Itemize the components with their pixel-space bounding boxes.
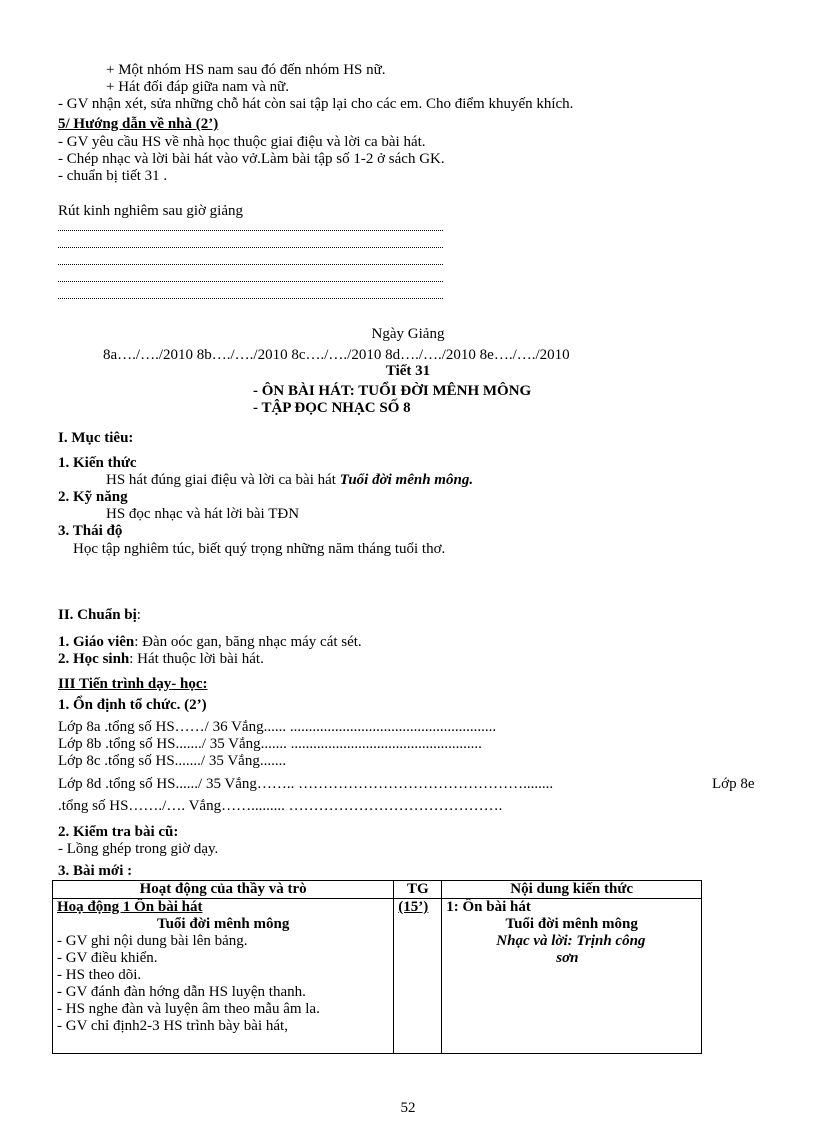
dotted-line: [58, 281, 443, 282]
content-author: Nhạc và lời: Trịnh công: [496, 933, 646, 949]
content-cell: [442, 899, 702, 1054]
activity-song: Tuổi đời mênh mông: [156, 916, 290, 932]
org-heading: 1. Ổn định tổ chức. (2’): [58, 697, 207, 713]
skills-heading: 2. Kỹ năng: [58, 489, 128, 505]
lesson-title: - ÔN BÀI HÁT: TUỔI ĐỜI MÊNH MÔNG: [253, 383, 532, 399]
preparation-colon: :: [136, 607, 141, 623]
section-heading-homework: [58, 116, 218, 133]
activity-line: - HS theo dõi.: [57, 967, 142, 983]
class-line: Lớp 8e: [712, 776, 755, 792]
table-header: TG: [394, 881, 442, 899]
attitude-heading: 3. Thái độ: [58, 523, 123, 539]
table-header: Nội dung kiến thức: [442, 881, 702, 899]
time-cell: [394, 899, 442, 1054]
activity-line: - GV chỉ định2-3 HS trình bày bài hát,: [57, 1018, 288, 1034]
activity-line: - GV ghi nội dung bài lên bảng.: [57, 933, 248, 949]
table-row: [53, 899, 702, 1054]
homework-item: - Chép nhạc và lời bài hát vào vở.Làm bài tập số 1-2 ở sách GK.: [58, 151, 445, 167]
attitude-text: Học tập nghiêm túc, biết quý trọng những năm tháng tuổi thơ.: [73, 541, 446, 557]
dotted-line: [58, 230, 443, 231]
dotted-line: [58, 298, 443, 299]
content-author: sơn: [556, 950, 579, 966]
knowledge-body: HS hát đúng giai điệu và lời ca bài hát: [106, 472, 340, 488]
skills-text: HS đọc nhạc và hát lời bài TĐN: [106, 506, 300, 522]
knowledge-text: [106, 472, 473, 489]
activity-line: - HS nghe đàn và luyện âm theo mẫu âm la.: [57, 1001, 320, 1017]
dotted-line: [58, 264, 443, 265]
text-line: + Một nhóm HS nam sau đó đến nhóm HS nữ.: [106, 62, 386, 78]
homework-heading: 5/ Hướng dẫn về nhà (2’): [58, 116, 219, 132]
knowledge-song: Tuổi đời mênh mông.: [339, 472, 474, 488]
activity-line: - GV đánh đàn hớng dẫn HS luyện thanh.: [57, 984, 306, 1000]
page-number: 52: [400, 1100, 416, 1116]
activity-line: - GV điều khiển.: [57, 950, 158, 966]
class-line: Lớp 8a .tổng số HS……/ 36 Vắng...... .......................................................: [58, 719, 497, 735]
content-song: Tuổi đời mênh mông: [505, 916, 638, 932]
student-text: : Hát thuộc lời bài hát.: [129, 651, 264, 667]
class-line: Lớp 8d .tổng số HS....../ 35 Vắng…….. ………………………………………........: [58, 776, 554, 792]
activity-title: Hoạ động 1 Ôn bài hát: [57, 899, 203, 915]
new-lesson-heading: 3. Bài mới :: [58, 863, 133, 879]
knowledge-heading: 1. Kiến thức: [58, 455, 137, 471]
student-line: [58, 651, 264, 668]
check-text: - Lồng ghép trong giờ dạy.: [58, 841, 219, 857]
check-heading: 2. Kiểm tra bài cũ:: [58, 824, 179, 840]
teacher-line: [58, 634, 362, 651]
teacher-label: 1. Giáo viên: [58, 634, 135, 650]
table-header-row: [53, 881, 702, 899]
schedule-label: Ngày Giảng: [371, 326, 445, 342]
homework-item: - chuẩn bị tiết 31 .: [58, 168, 168, 184]
text-line: - GV nhận xét, sửa những chỗ hát còn sai tập lại cho các em. Cho điểm khuyến khích.: [58, 96, 574, 112]
experience-label: Rút kinh nghiêm sau giờ giảng: [58, 203, 244, 219]
activity-cell: [53, 899, 394, 1054]
dotted-line: [58, 247, 443, 248]
content-title: 1: Ôn bài hát: [446, 899, 531, 915]
preparation-title: II. Chuẩn bị: [58, 607, 137, 623]
preparation-heading: [58, 607, 141, 624]
homework-item: - GV yêu cầu HS về nhà học thuộc giai điệu và lời ca bài hát.: [58, 134, 426, 150]
lesson-title: - TẬP ĐỌC NHẠC SỐ 8: [253, 400, 411, 416]
class-line: Lớp 8b .tổng số HS......./ 35 Vắng....... ...................................................: [58, 736, 482, 752]
process-heading: III Tiến trình dạy- học:: [58, 676, 208, 692]
lesson-number: Tiết 31: [385, 363, 431, 379]
lesson-table: [52, 880, 702, 1054]
text-line: + Hát đối đáp giữa nam và nữ.: [106, 79, 290, 95]
schedule-dates: 8a…./…./2010 8b…./…./2010 8c…./…./2010 8d…./…./2010 8e…./…./2010: [103, 347, 570, 363]
teacher-text: : Đàn oóc gan, băng nhạc máy cát sét.: [134, 634, 362, 650]
class-line: .tổng số HS……./…. Vắng……......... …………………………………….: [58, 798, 503, 814]
objectives-heading: I. Mục tiêu:: [58, 430, 134, 446]
student-label: 2. Học sinh: [58, 651, 130, 667]
class-line: Lớp 8c .tổng số HS......./ 35 Vắng.......: [58, 753, 287, 769]
time-value: (15’): [398, 899, 429, 915]
table-header: Hoạt động của thầy và trò: [53, 881, 394, 899]
